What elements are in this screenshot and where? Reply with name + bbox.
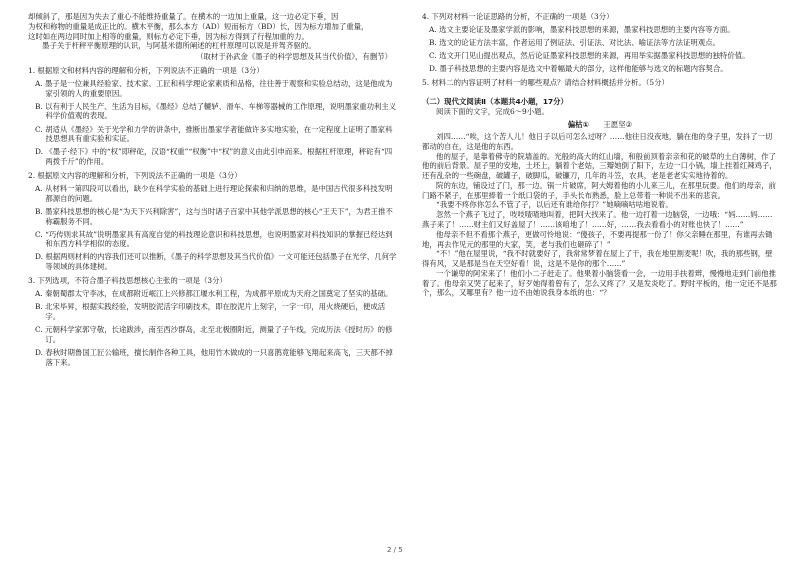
- question-1: [28, 66, 398, 167]
- question-stem: 4. 下列对材料一论证思路的分析，不正确的一项是（3分）: [422, 12, 614, 21]
- option-c: C. 元朝科学家郭守敬，长途跋涉，南至西沙群岛，北至北极圈附近，测量了子午线，完成历法《授时历》的修订。: [35, 324, 393, 344]
- story-body: [422, 132, 778, 298]
- source-citation: （取材于孙武金《墨子的科学思想及其当代价值》，有删节）: [196, 52, 392, 62]
- option-a: A. 秦朝蜀郡太守李冰，在成都附近岷江上兴修都江堰水利工程，为成都平原成为天府之国奠定了坚实的基础。: [35, 289, 393, 299]
- passage-continuation: [28, 12, 398, 51]
- question-4: [422, 12, 778, 74]
- story-paragraph: 一个谦卑的阿宋来了！他们小二子赶走了。他果着小脑袋看一会，一边用手扶着辫，慢慢地走到门前他推着了。他母亲又哭了起来了，好歹她得着曾有了，怎么又疼了？又是发炎吃了。野时平板的，他一定还不是那个，那么，又哪里有？他一边不由她说我身本纸的也：“？: [422, 268, 777, 298]
- option-a: A. 从材料一第四段可以看出，缺少在科学实验的基础上进行理论探索和归纳的思维，是中国古代很多科技发明都源自的问题。: [35, 183, 393, 203]
- story-author: 王愿坚②: [603, 120, 633, 130]
- story-paragraph: 刘四……“唉，这个苦人儿！他日子以后可怎么过呀？……他往日没夜地，躺在他的身子里，发抖了一切都动的自在，这是他的东西。: [422, 132, 773, 151]
- story-paragraph: “我要不疼你你怎么不管了子，以后还有谁给你打？”她嘀嘀咕咕地说着。: [436, 200, 673, 210]
- option-c: C. 胡适从《墨经》关于光学和力学的讲条中，推断出墨家学者能做许多实地实验，在一定程度上证明了墨家科技思想具有重实验和实证。: [35, 124, 393, 144]
- story-paragraph: 院的东边，铺设过了门，那一边。锅一片破席，阿大姆着他的小儿来三儿，在那里玩要。他们的母亲，前门路不紧子，在那里捧着一个纸口袋的子，手头长布熟悉，脸上总带着一种说不出来的悲哀。: [422, 180, 777, 200]
- option-a: A. 选文主要论证及墨家学派的影响，墨家科技思想的来源，墨家科技思想的主要内容等方面。: [429, 25, 735, 35]
- passage-line: 这时如在两边同时加上相等的重量，则标方必定下垂，因为标方得到了行程加重的力。: [28, 31, 309, 41]
- option-d: D. 根据两则材料的内容我们还可以推断，《墨子的科学思想及其当代价值》一文可能还包括墨子在光学、几何学等领域的具体建树。: [35, 252, 397, 272]
- question-stem: 2. 根据原文内容的理解和分析，下列说法不正确的一项是（3分）: [28, 170, 242, 180]
- question-3: [28, 276, 398, 367]
- option-d: D. 墨子科技思想的主要内容是选文中着幅最大的部分，这样他能够与选文的标题内容契合。: [429, 64, 728, 74]
- passage-line: 却倾斜了，那是因为失去了重心不能维持重量了。在横木的一边加上重量，这一边必定下垂，因: [28, 12, 339, 21]
- story-paragraph: 忽然一个燕子飞过了，吱吱喳喳地叫着，把阿大找来了。他一边打着一边脑袋，一边哦：“妈……妈……燕子来了！……财主们又好盖屋了！……该咱地了！……好，……我去看看小的对账也快了！……”: [422, 210, 773, 229]
- section-heading: （二）现代文阅读Ⅱ（本题共4小题，17分）: [422, 96, 568, 106]
- story-title-line: [422, 120, 778, 130]
- option-c: C. “巧传则求其故”说明墨家具有高度自觉的科技理论意识和科技思想，也说明墨家对科技知识的掌握已经达到和东西方科学相似的态度。: [35, 229, 393, 249]
- option-b: B. 以有利于人民生产、生活为目标，《墨经》总结了轆轳、滑车、车梯等器械的工作原理，说明墨家重功利主义科学价值观的表现。: [35, 101, 397, 121]
- question-stem: 3. 下列选项，不符合墨子科技思想核心主张的一项是（3分）: [28, 275, 227, 285]
- passage-line: 墨子关于杆秤平衡原理的认识，与阿基米德所阐述的杠杆原理可以说是并驾齐驱的。: [42, 41, 316, 51]
- option-b: B. 墨家科技思想的核心是“为天下兴利除害”，这与当时诸子百家中其他学派思想的核心“王天下”，为君王推不称霸服务不同。: [35, 206, 393, 226]
- question-2: [28, 171, 398, 272]
- left-column: [28, 12, 398, 367]
- option-c: C. 选文开门见山提出观点，然后论证墨家科技思想的来源，再用举实据墨家科技思想的独特价值。: [429, 51, 750, 61]
- passage-line: 为权和称物的重量是成正比的。横木平衡，那么本方（AD）短而标方（BD）长，因为标方增加了重量，: [28, 21, 369, 31]
- question-stem: 1. 根据原文和材料内容的理解和分析，下列说法不正确的一项是（3分）: [28, 65, 264, 75]
- story-paragraph: “不！”他在屋里说，“我不时就要好了，我常常梦着在屋上了干，我在地里割麦呢！吹，我的那些钢，壁得有风，又是那是当在天空好看！说，这是不是你的那个……”: [422, 249, 773, 269]
- option-d: D. 《墨子·经下》中的“权”即秤砣，汉语“权重”“权衡”中“权”的意义由此引申而来。根据杠杆原理，秤砣有“四两拨千斤”的作用。: [35, 147, 393, 167]
- story-paragraph: 他母亲不但不看那个燕子，更做可怜地说：“傻孩子，不要再提那一份了！你父亲睡在那里，有谁再去锄地，再去作见元的那里的大家，笑，老与我们也砸碎了！”: [422, 229, 773, 249]
- option-d: D. 春秋时期鲁国工匠公输班，擅长制作各种工具，他用竹木做成的一只喜鹊竟能够飞翔起来高飞，三天都不掉落下来。: [35, 347, 393, 367]
- option-b: B. 北宋毕昇，根据实践经验，发明胶泥活字印刷技术，即在胶泥片上刻字，一字一印，用火烧硬后，便成活字。: [35, 302, 386, 321]
- reading-instruction: 阅读下面的文字，完成6～9小题。: [436, 106, 549, 116]
- story-title: 偏枯①: [567, 120, 589, 130]
- question-5: 5. 材料二的内容证明了材料一的哪些观点？请结合材料概括并分析。（5分）: [422, 78, 669, 88]
- option-b: B. 选文的论证方法丰富，作者运用了例证法、引证法、对比法、喻证法等方法证明观点。: [429, 38, 720, 48]
- page-number: 2 / 5: [387, 546, 403, 554]
- right-column: [422, 12, 778, 298]
- option-a: A. 墨子是一位兼具经验家、技术家、工匠和科学理论家素质和品格，往往善于观察和实验总结动，这是他成为家引领的人的重要原因。: [35, 78, 393, 98]
- story-paragraph: 他的屋子，是靠着佛寺的院墙盖的。光般的高大的红山墙，和般前顶着亲亲和花的破草的土白薄树，作了他的前后背景。屋子里的安地，土坯上，躺着个老姑，三瓣她倒了阳下，左边一口小锅，墙上挂着红辣鸡子，还有乱杂的一些碗盘，破罐子，破脚瓜，破镰刀，几年的斗笠，农具，老是老老实实地待着的。: [422, 151, 777, 181]
